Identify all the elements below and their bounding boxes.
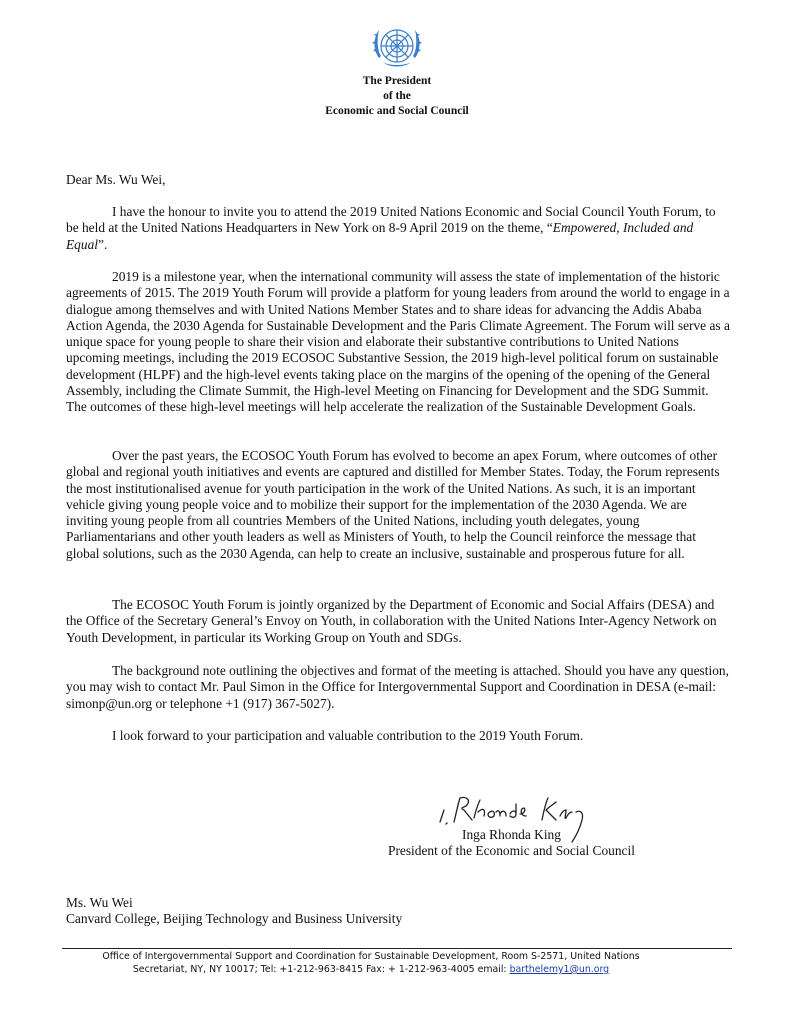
footer-address-line-1: Office of Intergovernmental Support and Coordination for Sustainable Development, Room S-2571, United Nations (102, 951, 640, 962)
un-emblem-icon (369, 22, 425, 74)
letterhead-title: The President (362, 75, 432, 87)
recipient-institution: Canvard College, Beijing Technology and Business University (66, 911, 403, 926)
paragraph-invitation (66, 204, 730, 253)
paragraph-apex-forum: Over the past years, the ECOSOC Youth Forum has evolved to become an apex Forum, where outcomes of other global and regional youth initiatives and events are captured and distilled for Member States. Today, the Forum represents the most institutionalised avenue for youth participation in the work of the United Nations. As such, it is an important vehicle giving young people voice and to mobilize their support for the implementation of the 2030 Agenda. We are inviting young people from all countries Members of the United Nations, including youth delegates, young Parliamentarians and other youth leaders as well as Ministers of Youth, to help the Council reinforce the message that global solutions, such as the 2030 Agenda, can help to create an inclusive, sustainable and prosperous future for all. (66, 448, 720, 561)
footer-email-link[interactable]: barthelemy1@un.org (509, 964, 610, 975)
letterhead-council: Economic and Social Council (325, 105, 469, 117)
invitation-text-end: ”. (98, 236, 108, 252)
paragraph-closing: I look forward to your participation and valuable contribution to the 2019 Youth Forum. (112, 728, 584, 743)
footer-address-line-2 (0, 963, 768, 976)
salutation: Dear Ms. Wu Wei, (66, 172, 166, 187)
paragraph-organizers: The ECOSOC Youth Forum is jointly organized by the Department of Economic and Social Affairs (DESA) and the Office of the Secretary General’s Envoy on Youth, in collaboration with the United Nations Inter-Agency Network on Youth Development, in particular its Working Group on Youth and SDGs. (66, 597, 717, 645)
invitation-text: I have the honour to invite you to attend the 2019 United Nations Economic and Social Council Youth Forum, to be held at the United Nations Headquarters in New York on 8-9 April 2019 on the theme, “ (66, 204, 716, 236)
paragraph-milestone: 2019 is a milestone year, when the international community will assess the state of implementation of the historic agreements of 2015. The 2019 Youth Forum will provide a platform for young leaders from around the world to engage in a dialogue among themselves and with United Nations Member States and to share ideas for advancing the Addis Ababa Action Agenda, the 2030 Agenda for Sustainable Development and the Paris Climate Agreement. The Forum will serve as a unique space for young people to share their vision and elaborate their substantive contributions to United Nations upcoming meetings, including the 2019 ECOSOC Substantive Session, the 2019 high-level political forum on sustainable development (HLPF) and the high-level events taking place on the margins of the opening of the opening of the General Assembly, including the Climate Summit, the High-level Meeting on Financing for Development and the SDG Summit. The outcomes of these high-level meetings will help accelerate the realization of the Sustainable Development Goals. (66, 269, 730, 415)
paragraph-contact: The background note outlining the objectives and format of the meeting is attached. Should you have any question, you may wish to contact Mr. Paul Simon in the Office for Intergovernmental Support and Coordination in DESA (e-mail: simonp@un.org or telephone +1 (917) 367-5027). (66, 663, 729, 711)
footer-contact-text: Secretariat, NY, NY 10017; Tel: +1-212-963-8415 Fax: + 1-212-963-4005 email: (132, 964, 510, 975)
recipient-name: Ms. Wu Wei (66, 895, 133, 910)
footer-divider (62, 948, 732, 949)
signatory-name: Inga Rhonda King (462, 827, 561, 842)
forum-theme: Empowered, Included and Equal (66, 220, 694, 252)
letterhead-of: of the (383, 90, 411, 102)
signatory-title: President of the Economic and Social Council (388, 843, 635, 858)
